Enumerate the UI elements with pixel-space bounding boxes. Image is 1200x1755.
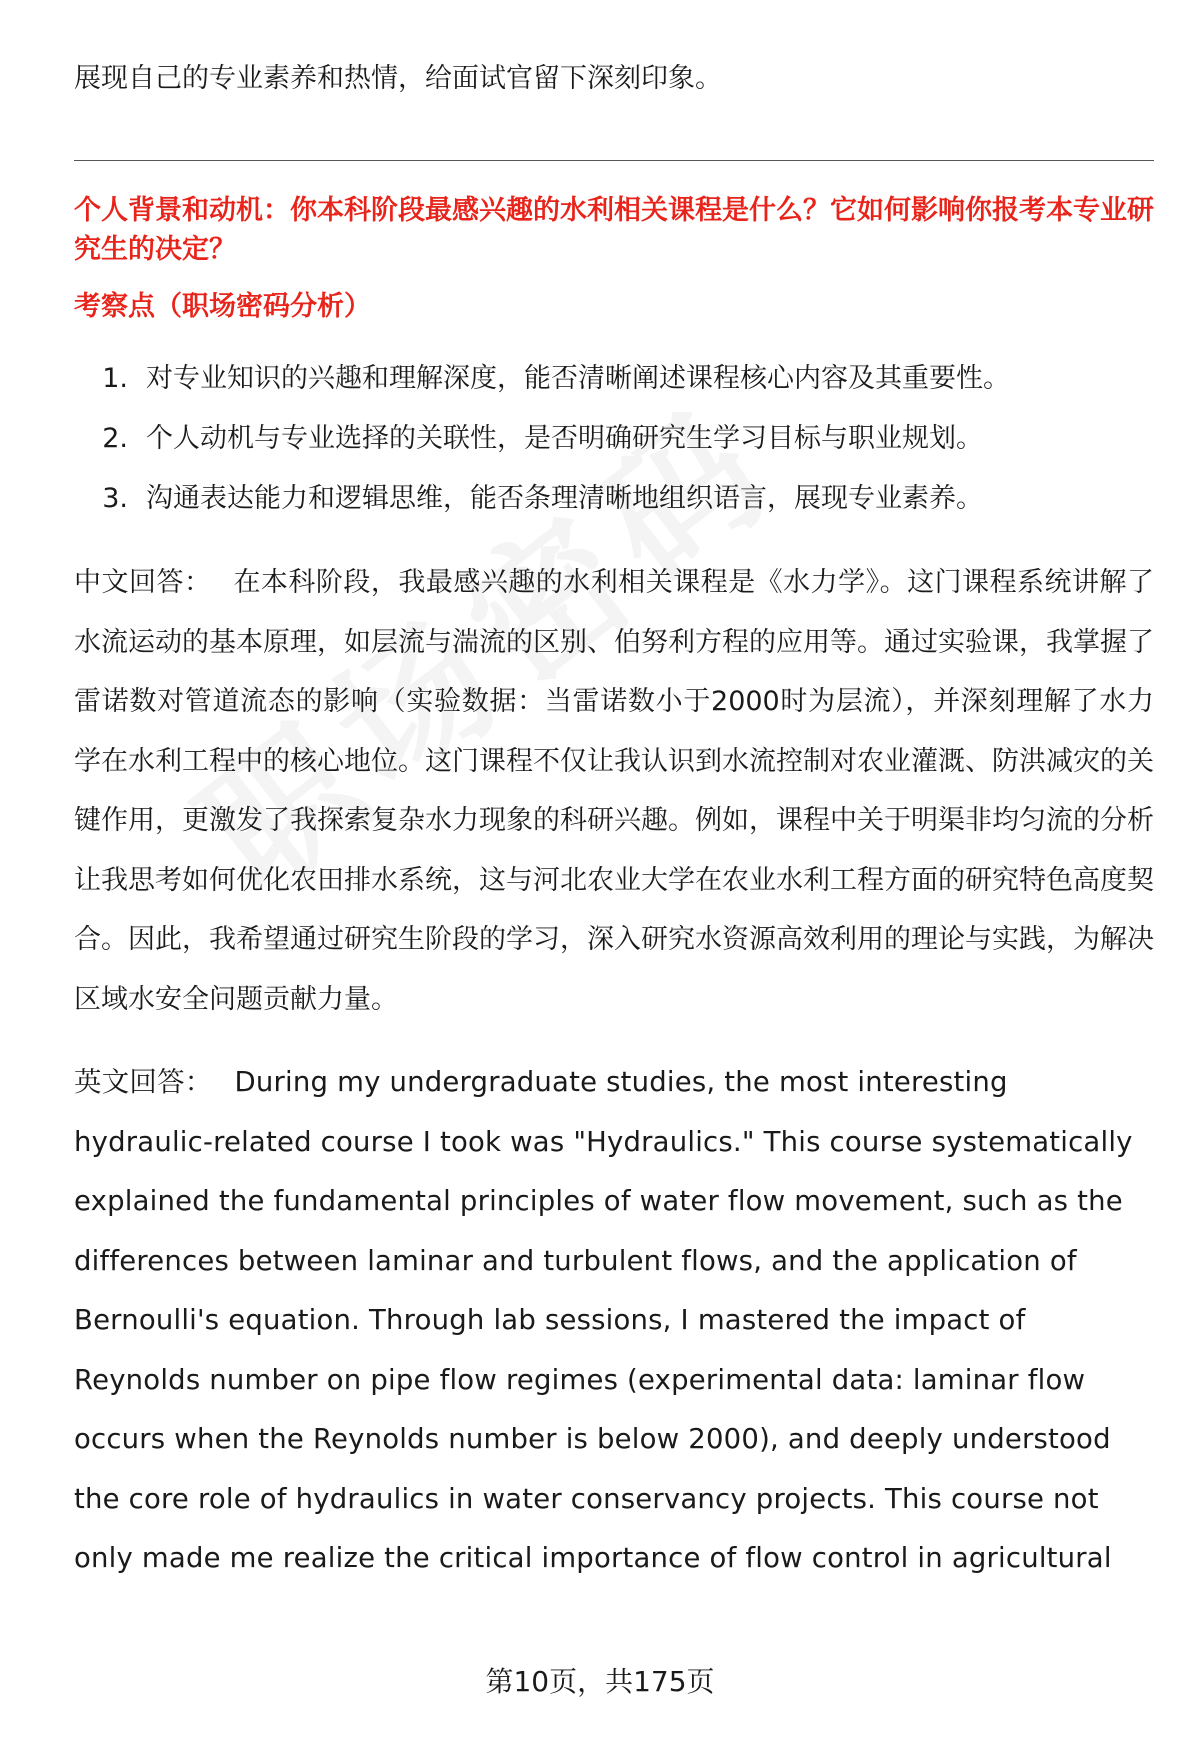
english-answer-label: 英文回答： — [74, 1066, 213, 1098]
list-number: 1. — [102, 363, 128, 394]
chinese-answer — [74, 553, 1154, 1029]
assessment-heading: 考察点（职场密码分析） — [74, 291, 371, 322]
page-number-footer: 第10页，共175页 — [485, 1665, 715, 1698]
list-item-text: 对专业知识的兴趣和理解深度，能否清晰阐述课程核心内容及其重要性。 — [146, 363, 1010, 394]
assessment-point — [74, 469, 1154, 529]
intro-line: 展现自己的专业素养和热情，给面试官留下深刻印象。 — [74, 63, 722, 94]
page-content — [74, 56, 1154, 1589]
chinese-answer-text: 在本科阶段，我最感兴趣的水利相关课程是《水力学》。这门课程系统讲解了水流运动的基本原理，如层流与湍流的区别、伯努利方程的应用等。通过实验课，我掌握了雷诺数对管道流态的影响（实验数据：当雷诺数小于2000时为层流），并深刻理解了水力学在水利工程中的核心地位。这门课程不仅让我认识到水流控制对农业灌溉、防洪减灾的关键作用，更激发了我探索复杂水力现象的科研兴趣。例如，课程中关于明渠非均匀流的分析让我思考如何优化农田排水系统，这与河北农业大学在农业水利工程方面的研究特色高度契合。因此，我希望通过研究生阶段的学习，深入研究水资源高效利用的理论与实践，为解决区域水安全问题贡献力量。 — [74, 567, 1155, 1015]
assessment-point — [74, 409, 1154, 469]
assessment-points-list — [74, 349, 1154, 529]
list-number: 3. — [102, 483, 128, 514]
section-divider — [74, 160, 1154, 161]
assessment-point — [74, 349, 1154, 409]
list-item-text: 沟通表达能力和逻辑思维，能否条理清晰地组织语言，展现专业素养。 — [146, 483, 983, 514]
english-answer-text: During my undergraduate studies, the most interesting hydraulic-related course I took was "Hydraulics." This course systematically explained the fundamental principles of water flow movement, such as the differences between laminar and turbulent flows, and the application of Bernoulli's equation. Through lab sessions, I mastered the impact of Reynolds number on pipe flow regimes (experimental data: laminar flow occurs when the Reynolds number is below 2000), and deeply understood the core role of hydraulics in water conservancy projects. This course not only made me realize the critical importance of flow control in agricultural — [74, 1066, 1133, 1574]
list-item-text: 个人动机与专业选择的关联性，是否明确研究生学习目标与职业规划。 — [146, 423, 983, 454]
interview-question: 个人背景和动机：你本科阶段最感兴趣的水利相关课程是什么？它如何影响你报考本专业研究生的决定？ — [74, 195, 1154, 265]
list-number: 2. — [102, 423, 128, 454]
chinese-answer-label: 中文回答： — [74, 567, 212, 598]
english-answer — [74, 1053, 1154, 1589]
